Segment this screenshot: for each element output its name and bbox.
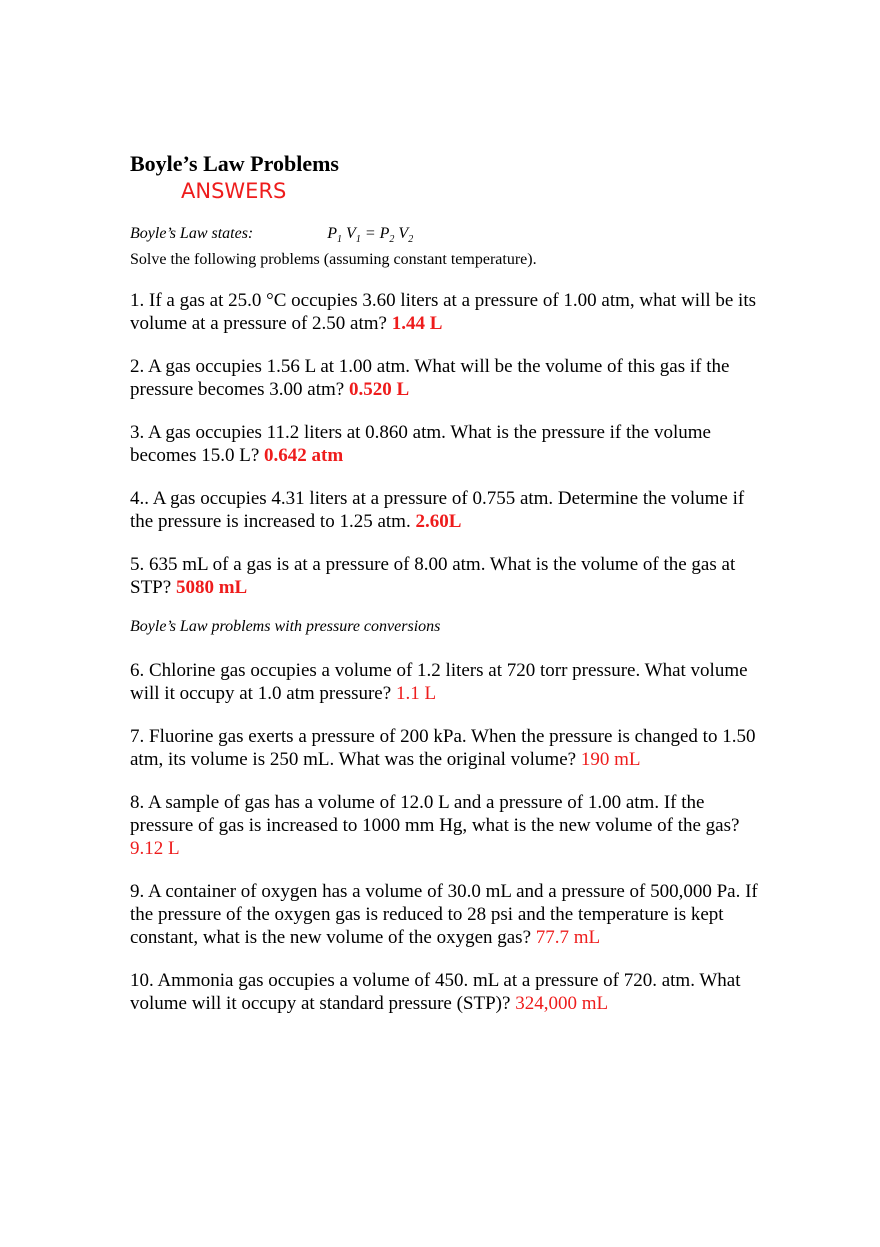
problem-item xyxy=(130,355,770,401)
formula-sub-2: 1 xyxy=(355,234,361,246)
formula-v2: V xyxy=(398,225,409,242)
problem-item xyxy=(130,553,770,599)
problem-answer: 5080 mL xyxy=(175,577,248,599)
formula-sub-3: 2 xyxy=(389,234,395,246)
problem-text: 7. Fluorine gas exerts a pressure of 200 kPa. When the pressure is changed to 1.50 atm, its volume is 250 mL. What was the original volume? xyxy=(130,726,756,771)
problem-text: 8. A sample of gas has a volume of 12.0 L and a pressure of 1.00 atm. If the pressure of gas is increased to 1000 mm Hg, what is the new volume of the gas? xyxy=(130,792,740,837)
problem-item xyxy=(130,725,770,771)
section-heading: Boyle’s Law problems with pressure conversions xyxy=(130,618,441,636)
problem-answer: 77.7 mL xyxy=(535,927,601,949)
problem-answer: 1.1 L xyxy=(395,683,437,705)
formula-p1: P xyxy=(327,225,338,242)
problem-text: 6. Chlorine gas occupies a volume of 1.2 liters at 720 torr pressure. What volume will it occupy at 1.0 atm pressure? xyxy=(130,660,748,705)
page-title: Boyle’s Law Problems xyxy=(130,151,339,176)
problem-item xyxy=(130,659,770,705)
problem-answer: 0.642 atm xyxy=(264,445,344,467)
problem-item xyxy=(130,880,770,949)
problem-answer: 0.520 L xyxy=(348,379,410,401)
problem-text: 9. A container of oxygen has a volume of 30.0 mL and a pressure of 500,000 Pa. If the pressure of the oxygen gas is reduced to 28 psi and the temperature is kept constant, what is the new volume of the oxygen gas? xyxy=(130,881,758,949)
problem-text: 2. A gas occupies 1.56 L at 1.00 atm. What will be the volume of this gas if the pressure becomes 3.00 atm? xyxy=(130,356,730,401)
problem-answer: 324,000 mL xyxy=(515,993,609,1015)
law-statement xyxy=(130,224,770,250)
problem-answer: 1.44 L xyxy=(391,313,443,335)
formula-sub-4: 2 xyxy=(408,234,414,246)
problem-text: 3. A gas occupies 11.2 liters at 0.860 atm. What is the pressure if the volume becomes 15.0 L? xyxy=(130,422,711,467)
formula-v1: V xyxy=(346,225,356,242)
problem-item xyxy=(130,487,770,533)
law-label: Boyle’s Law states: xyxy=(130,225,254,242)
instruction-text: Solve the following problems (assuming constant temperature). xyxy=(130,251,537,269)
problem-item xyxy=(130,791,770,860)
problem-text: 10. Ammonia gas occupies a volume of 450. mL at a pressure of 720. atm. What volume will it occupy at standard pressure (STP)? xyxy=(130,970,741,1015)
problem-list-part1 xyxy=(130,289,770,599)
formula-p2: P xyxy=(379,225,390,242)
problem-answer: 190 mL xyxy=(580,749,641,771)
problem-item xyxy=(130,421,770,467)
problem-text: 4.. A gas occupies 4.31 liters at a pressure of 0.755 atm. Determine the volume if the pressure is increased to 1.25 atm. xyxy=(130,488,745,533)
problem-item xyxy=(130,969,770,1015)
answers-heading: ANSWERS xyxy=(181,179,287,203)
formula-sub-1: 1 xyxy=(337,234,343,246)
formula-equals: = xyxy=(360,225,380,242)
law-formula xyxy=(327,224,413,250)
problem-list-part2 xyxy=(130,659,770,1015)
problem-text: 1. If a gas at 25.0 °C occupies 3.60 liters at a pressure of 1.00 atm, what will be its volume at a pressure of 2.50 atm? xyxy=(130,290,757,335)
problem-text: 5. 635 mL of a gas is at a pressure of 8.00 atm. What is the volume of the gas at STP? xyxy=(130,554,736,599)
worksheet-page xyxy=(130,150,770,1035)
problem-answer: 2.60L xyxy=(415,511,462,533)
problem-item xyxy=(130,289,770,335)
problem-answer: 9.12 L xyxy=(130,838,180,860)
